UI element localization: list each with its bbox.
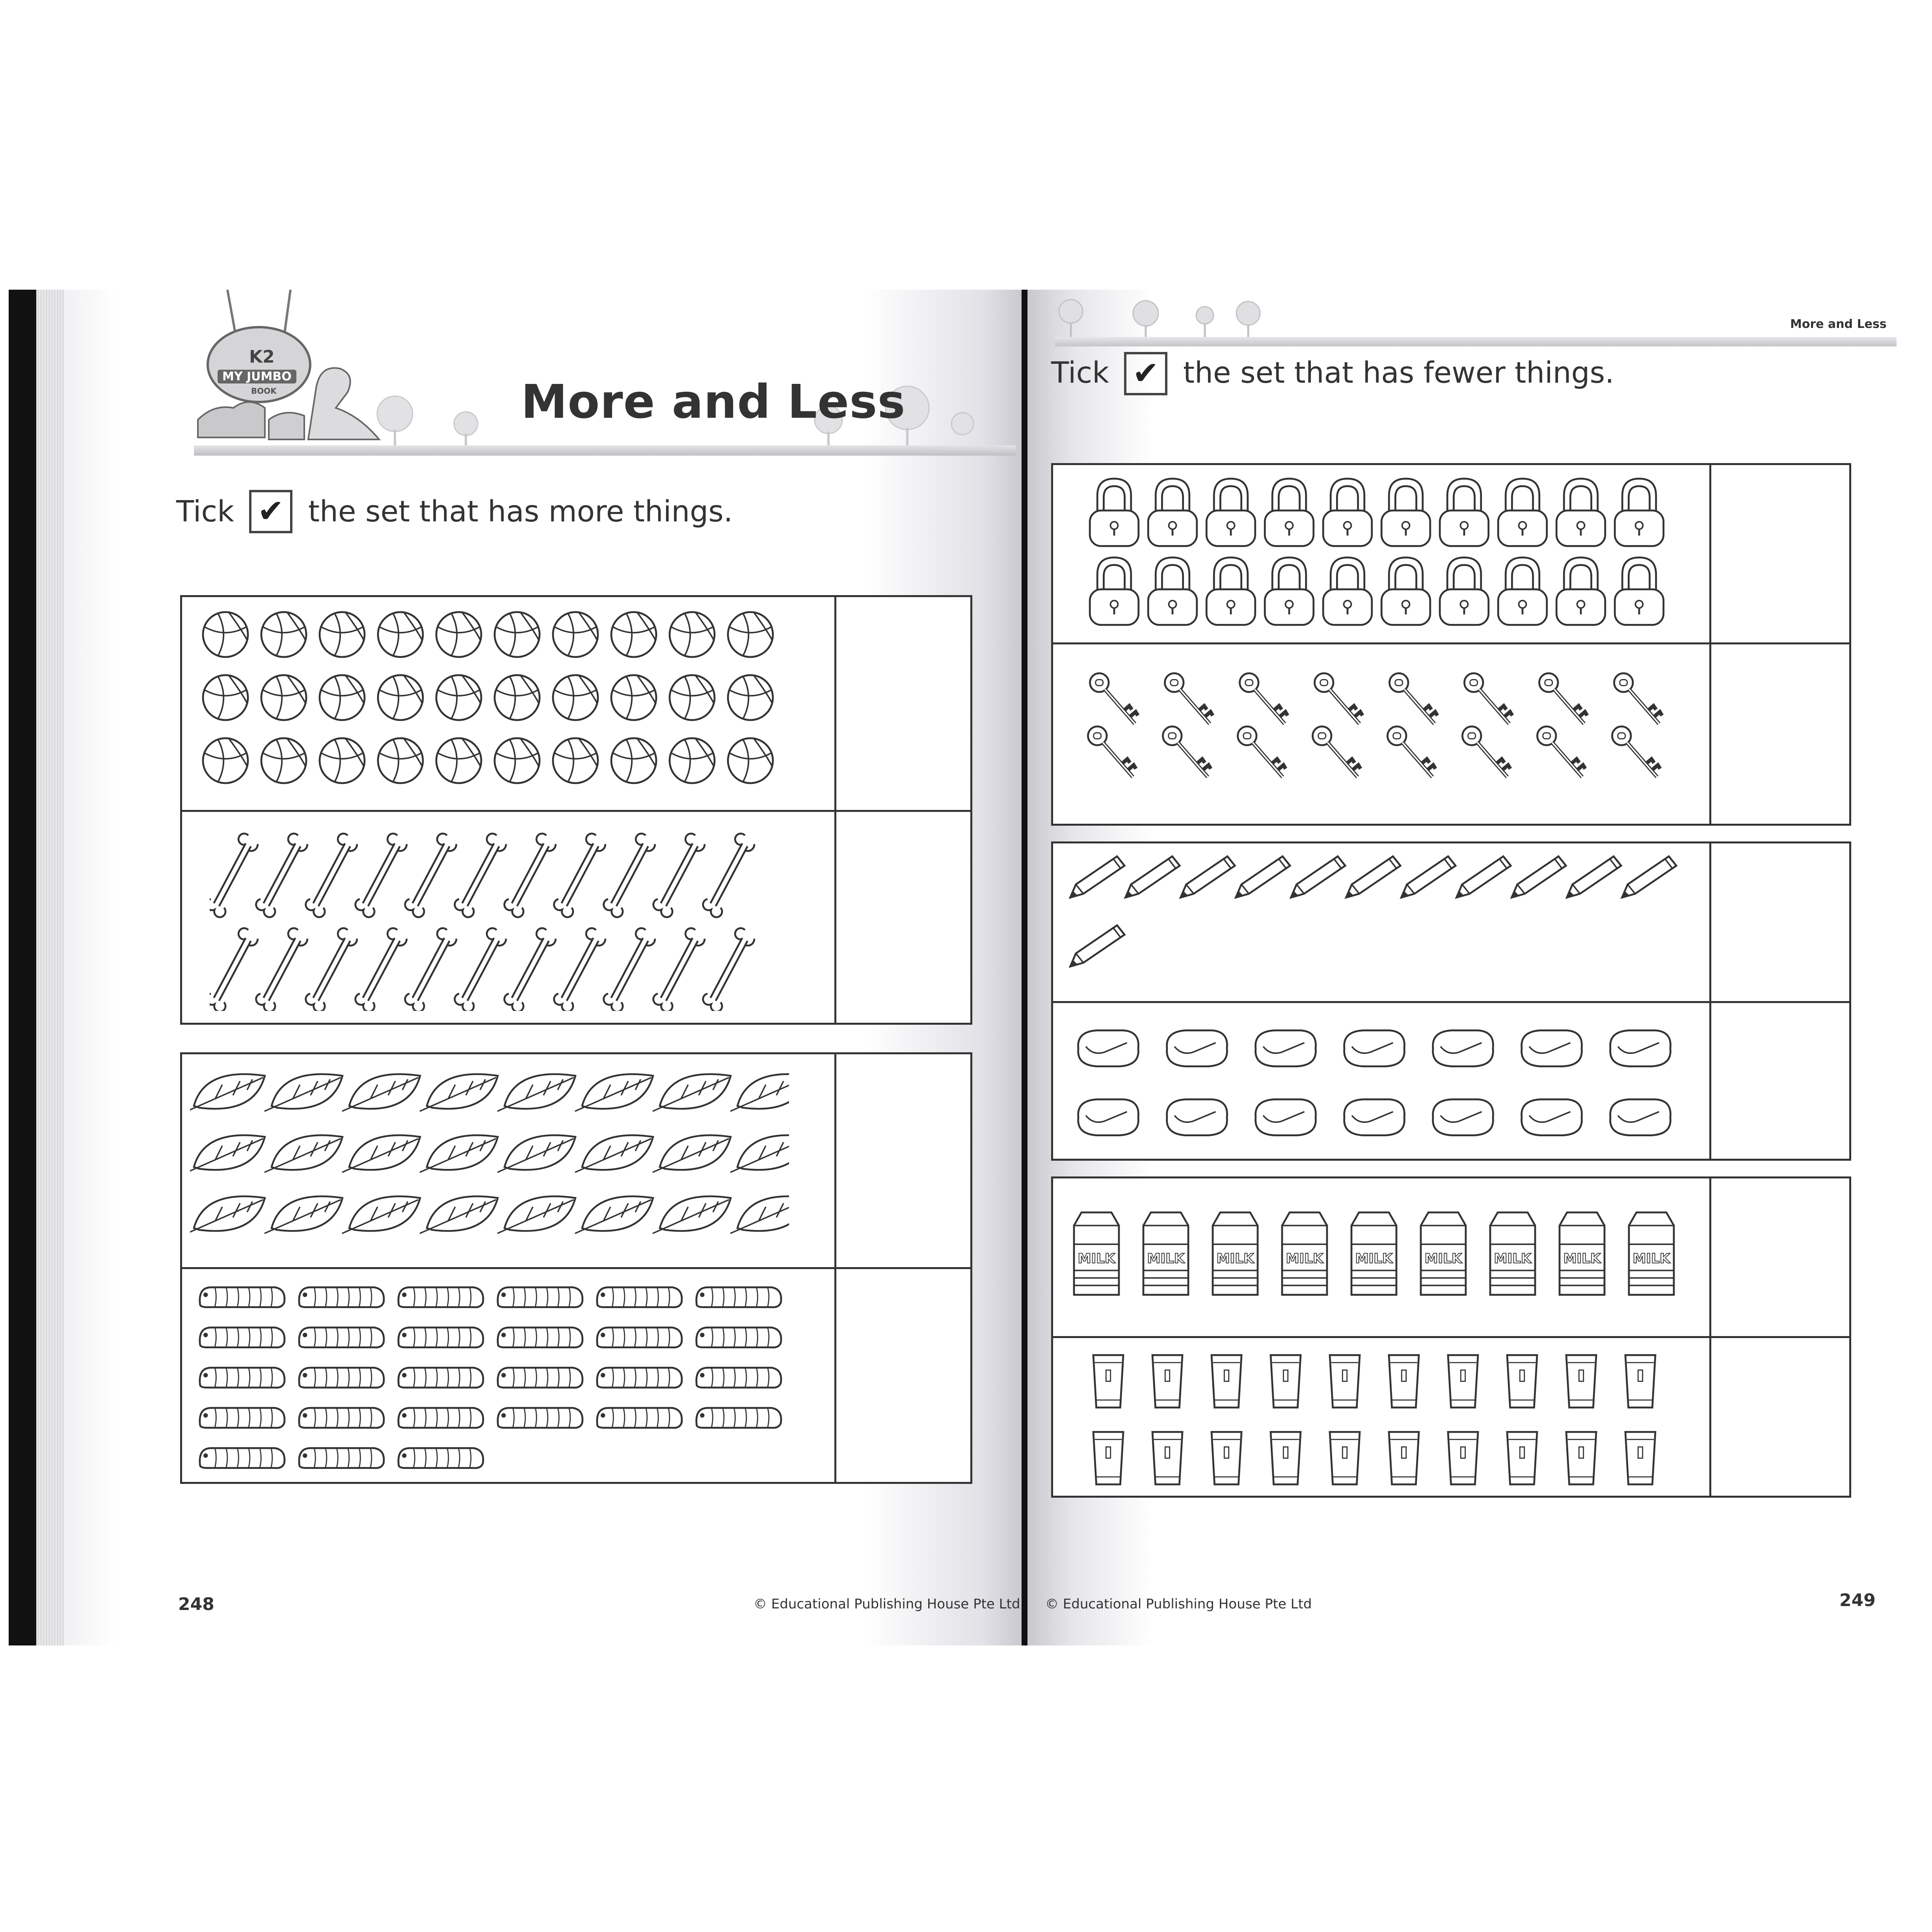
leaf-icon [342, 1196, 420, 1233]
caterpillar-icon [696, 1408, 781, 1428]
ball-icon [203, 612, 248, 657]
leaf-icon [190, 1196, 265, 1233]
padlock-icon [1381, 558, 1430, 625]
pencil-icon [1181, 856, 1235, 898]
bone-icon [405, 834, 456, 917]
instruction-text: the set that has more things. [308, 495, 733, 529]
ball-icon [495, 675, 540, 720]
ball-icon [436, 612, 481, 657]
ball-icon [611, 675, 656, 720]
bones-group [210, 826, 789, 1011]
caterpillar-icon [299, 1448, 384, 1468]
padlock-icon [1265, 479, 1314, 546]
leaf-icon [342, 1135, 420, 1172]
leaf-icon [730, 1196, 789, 1233]
set-glasses [1053, 1338, 1849, 1496]
glass-icon [1330, 1432, 1360, 1484]
ball-icon [203, 738, 248, 783]
caterpillar-icon [597, 1408, 682, 1428]
key-icon [1390, 673, 1438, 724]
key-icon [1465, 673, 1513, 724]
caterpillar-icon [398, 1408, 483, 1428]
bone-icon [210, 834, 258, 917]
leaf-icon [653, 1135, 731, 1172]
milk-carton-icon [1421, 1212, 1466, 1295]
milk-carton-icon [1074, 1212, 1119, 1295]
bone-icon [455, 834, 506, 917]
padlock-icon [1556, 479, 1605, 546]
ball-icon [611, 738, 656, 783]
padlock-icon [1323, 479, 1372, 546]
ball-icon [261, 675, 306, 720]
glass-icon [1566, 1432, 1596, 1484]
milk-carton-icon [1560, 1212, 1604, 1295]
soap-icon [1522, 1099, 1582, 1135]
caterpillar-icon [597, 1287, 682, 1307]
ball-icon [670, 675, 715, 720]
pencil-icon [1457, 856, 1511, 898]
padlock-icon [1206, 558, 1255, 625]
instruction-tick-word: Tick [176, 495, 235, 529]
ball-icon [728, 738, 773, 783]
ball-icon [670, 738, 715, 783]
svg-text:MILK: MILK [1286, 1251, 1323, 1267]
balls-group [198, 607, 781, 800]
tick-box-example: ✔ [1124, 352, 1167, 395]
ball-icon [553, 612, 598, 657]
padlock-icon [1265, 558, 1314, 625]
key-icon [1388, 726, 1436, 777]
set-soaps [1053, 1003, 1849, 1159]
left-page [36, 290, 1022, 1645]
pencil-icon [1291, 856, 1346, 898]
caterpillar-icon [597, 1368, 682, 1388]
milk-carton-icon [1490, 1212, 1535, 1295]
glass-icon [1389, 1432, 1419, 1484]
bone-icon [210, 928, 258, 1011]
leaf-icon [264, 1196, 342, 1233]
right-page [1027, 290, 1924, 1645]
bone-icon [504, 928, 556, 1011]
ball-icon [320, 612, 365, 657]
answer-box-padlocks[interactable] [1709, 465, 1849, 642]
caterpillar-icon [398, 1327, 483, 1348]
soap-icon [1433, 1030, 1493, 1066]
leaf-icon [497, 1074, 575, 1111]
soap-icon [1256, 1030, 1316, 1066]
padlock-icon [1090, 479, 1139, 546]
bone-icon [554, 834, 605, 917]
glass-icon [1152, 1432, 1182, 1484]
leaf-icon [264, 1074, 342, 1111]
keys-group [1069, 654, 1699, 816]
padlock-icon [1556, 558, 1605, 625]
bone-icon [306, 928, 357, 1011]
bone-icon [604, 928, 655, 1011]
ball-icon [436, 738, 481, 783]
caterpillar-icon [200, 1408, 285, 1428]
soap-icon [1167, 1030, 1227, 1066]
caterpillar-icon [398, 1287, 483, 1307]
key-icon [1463, 726, 1511, 777]
glass-icon [1152, 1355, 1182, 1407]
caterpillar-icon [200, 1327, 285, 1348]
soap-icon [1610, 1099, 1671, 1135]
question-panel-1 [1051, 463, 1851, 826]
padlock-icon [1381, 479, 1430, 546]
pencil-icon [1070, 925, 1125, 967]
answer-box-bones[interactable] [834, 812, 970, 1023]
padlock-icon [1498, 479, 1547, 546]
set-balls [182, 597, 970, 812]
pencils-group [1069, 849, 1684, 999]
leaf-icon [420, 1074, 498, 1111]
pencil-icon [1070, 856, 1125, 898]
page-title: More and Less [521, 374, 906, 429]
caterpillar-icon [696, 1327, 781, 1348]
caterpillars-group [196, 1281, 787, 1474]
pencil-icon [1622, 856, 1677, 898]
ball-icon [203, 675, 248, 720]
caterpillar-icon [498, 1368, 583, 1388]
question-panel-2 [180, 1052, 972, 1484]
set-bones [182, 812, 970, 1023]
caterpillar-icon [696, 1287, 781, 1307]
glass-icon [1271, 1355, 1301, 1407]
caterpillar-icon [299, 1368, 384, 1388]
running-head: More and Less [1790, 317, 1887, 331]
instruction-tick-word: Tick [1051, 356, 1109, 390]
padlock-icon [1615, 479, 1664, 546]
caterpillar-icon [200, 1448, 285, 1468]
bone-icon [703, 834, 754, 917]
glass-icon [1212, 1432, 1241, 1484]
pencil-icon [1346, 856, 1401, 898]
ball-icon [495, 738, 540, 783]
padlocks-group [1085, 469, 1699, 642]
caterpillar-icon [200, 1287, 285, 1307]
glass-icon [1448, 1432, 1478, 1484]
caterpillar-icon [398, 1368, 483, 1388]
key-icon [1088, 726, 1136, 777]
padlock-icon [1440, 479, 1489, 546]
question-panel-1 [180, 595, 972, 1025]
bone-icon [455, 928, 506, 1011]
leaf-icon [575, 1074, 653, 1111]
leaf-icon [730, 1135, 789, 1172]
svg-text:MILK: MILK [1424, 1251, 1462, 1267]
key-icon [1315, 673, 1363, 724]
ball-icon [378, 738, 423, 783]
soaps-group [1069, 1015, 1684, 1149]
set-caterpillars [182, 1269, 970, 1482]
caterpillar-icon [200, 1368, 285, 1388]
bone-icon [554, 928, 605, 1011]
ball-icon [611, 612, 656, 657]
answer-box-caterpillars[interactable] [834, 1269, 970, 1482]
key-icon [1240, 673, 1288, 724]
open-book [9, 290, 1924, 1645]
padlock-icon [1148, 479, 1197, 546]
caterpillar-icon [498, 1408, 583, 1428]
glass-icon [1507, 1432, 1537, 1484]
milk-carton-icon [1629, 1212, 1674, 1295]
answer-box-glasses[interactable] [1709, 1338, 1849, 1496]
key-icon [1612, 726, 1660, 777]
leaves-group [190, 1062, 789, 1259]
page-edges [36, 290, 64, 1645]
ball-icon [495, 612, 540, 657]
bone-icon [703, 928, 754, 1011]
key-icon [1165, 673, 1213, 724]
glass-icon [1330, 1355, 1360, 1407]
ball-icon [378, 675, 423, 720]
badge-k2: K2 [249, 347, 275, 367]
padlock-icon [1323, 558, 1372, 625]
header-band [1055, 337, 1897, 346]
soap-icon [1522, 1030, 1582, 1066]
answer-box-soaps[interactable] [1709, 1003, 1849, 1159]
svg-text:MILK: MILK [1216, 1251, 1254, 1267]
question-panel-2 [1051, 841, 1851, 1161]
leaf-icon [653, 1074, 731, 1111]
ball-icon [378, 612, 423, 657]
key-icon [1163, 726, 1211, 777]
question-panel-3 [1051, 1176, 1851, 1498]
milk-cartons-group [1065, 1200, 1703, 1318]
header-band [194, 445, 1016, 456]
leaf-icon [420, 1135, 498, 1172]
ball-icon [553, 738, 598, 783]
bone-icon [356, 928, 407, 1011]
bone-icon [405, 928, 456, 1011]
ball-icon [670, 612, 715, 657]
milk-carton-icon [1282, 1212, 1327, 1295]
soap-icon [1610, 1030, 1671, 1066]
leaf-icon [497, 1196, 575, 1233]
caterpillar-icon [597, 1327, 682, 1348]
caterpillar-icon [299, 1408, 384, 1428]
set-milk-cartons [1053, 1178, 1849, 1338]
soap-icon [1167, 1099, 1227, 1135]
padlock-icon [1498, 558, 1547, 625]
caterpillar-icon [498, 1327, 583, 1348]
key-icon [1539, 673, 1588, 724]
padlock-icon [1148, 558, 1197, 625]
bone-icon [256, 928, 307, 1011]
padlock-icon [1440, 558, 1489, 625]
bone-icon [306, 834, 357, 917]
glass-icon [1625, 1355, 1655, 1407]
caterpillar-icon [498, 1287, 583, 1307]
leaf-icon [190, 1135, 265, 1172]
answer-box-balls[interactable] [834, 597, 970, 810]
glass-icon [1389, 1355, 1419, 1407]
key-icon [1238, 726, 1286, 777]
glasses-group [1085, 1348, 1699, 1490]
pencil-icon [1236, 856, 1290, 898]
glass-icon [1212, 1355, 1241, 1407]
ball-icon [320, 675, 365, 720]
svg-text:MILK: MILK [1078, 1251, 1115, 1267]
answer-box-keys[interactable] [1709, 644, 1849, 824]
answer-box-pencils[interactable] [1709, 843, 1849, 1001]
milk-carton-icon [1351, 1212, 1396, 1295]
padlock-icon [1206, 479, 1255, 546]
svg-text:MILK: MILK [1494, 1251, 1532, 1267]
leaf-icon [420, 1196, 498, 1233]
caterpillar-icon [696, 1368, 781, 1388]
soap-icon [1344, 1099, 1405, 1135]
leaf-icon [497, 1135, 575, 1172]
glass-icon [1566, 1355, 1596, 1407]
leaf-icon [730, 1074, 789, 1111]
answer-box-milk[interactable] [1709, 1178, 1849, 1336]
soap-icon [1256, 1099, 1316, 1135]
caterpillar-icon [299, 1327, 384, 1348]
ball-icon [436, 675, 481, 720]
bone-icon [653, 928, 705, 1011]
bone-icon [653, 834, 705, 917]
ball-icon [261, 738, 306, 783]
pencil-icon [1567, 856, 1621, 898]
ball-icon [261, 612, 306, 657]
svg-text:MILK: MILK [1355, 1251, 1393, 1267]
ball-icon [320, 738, 365, 783]
svg-text:MILK: MILK [1147, 1251, 1185, 1267]
ball-icon [553, 675, 598, 720]
pencil-icon [1126, 856, 1180, 898]
tick-box-example: ✔ [249, 490, 292, 533]
leaf-icon [653, 1196, 731, 1233]
bone-icon [256, 834, 307, 917]
key-icon [1313, 726, 1361, 777]
instruction-text: the set that has fewer things. [1183, 356, 1614, 390]
ball-icon [728, 675, 773, 720]
page-number: 248 [178, 1594, 214, 1614]
set-padlocks [1053, 465, 1849, 644]
answer-box-leaves[interactable] [834, 1054, 970, 1267]
soap-icon [1344, 1030, 1405, 1066]
bone-icon [356, 834, 407, 917]
caterpillar-icon [398, 1448, 483, 1468]
key-icon [1090, 673, 1138, 724]
soap-icon [1078, 1030, 1139, 1066]
glass-icon [1625, 1432, 1655, 1484]
set-pencils [1053, 843, 1849, 1003]
pencil-icon [1512, 856, 1566, 898]
page-number: 249 [1839, 1590, 1876, 1610]
glass-icon [1093, 1432, 1123, 1484]
copyright-footer: © Educational Publishing House Pte Ltd [754, 1596, 1020, 1612]
padlock-icon [1615, 558, 1664, 625]
set-keys [1053, 644, 1849, 824]
copyright-footer: © Educational Publishing House Pte Ltd [1045, 1596, 1312, 1612]
glass-icon [1093, 1355, 1123, 1407]
caterpillar-icon [299, 1287, 384, 1307]
leaf-icon [575, 1196, 653, 1233]
soap-icon [1078, 1099, 1139, 1135]
bone-icon [504, 834, 556, 917]
padlock-icon [1090, 558, 1139, 625]
set-leaves [182, 1054, 970, 1269]
glass-icon [1448, 1355, 1478, 1407]
ball-icon [728, 612, 773, 657]
key-icon [1614, 673, 1662, 724]
badge-my-jumbo: MY JUMBO [218, 370, 296, 383]
leaf-icon [190, 1074, 265, 1111]
svg-text:MILK: MILK [1563, 1251, 1601, 1267]
glass-icon [1507, 1355, 1537, 1407]
glass-icon [1271, 1432, 1301, 1484]
soap-icon [1433, 1099, 1493, 1135]
key-icon [1537, 726, 1586, 777]
milk-carton-icon [1213, 1212, 1258, 1295]
badge-book: BOOK [251, 386, 277, 396]
pencil-icon [1402, 856, 1456, 898]
leaf-icon [342, 1074, 420, 1111]
leaf-icon [575, 1135, 653, 1172]
leaf-icon [264, 1135, 342, 1172]
milk-carton-icon [1143, 1212, 1188, 1295]
svg-text:MILK: MILK [1632, 1251, 1670, 1267]
bone-icon [604, 834, 655, 917]
